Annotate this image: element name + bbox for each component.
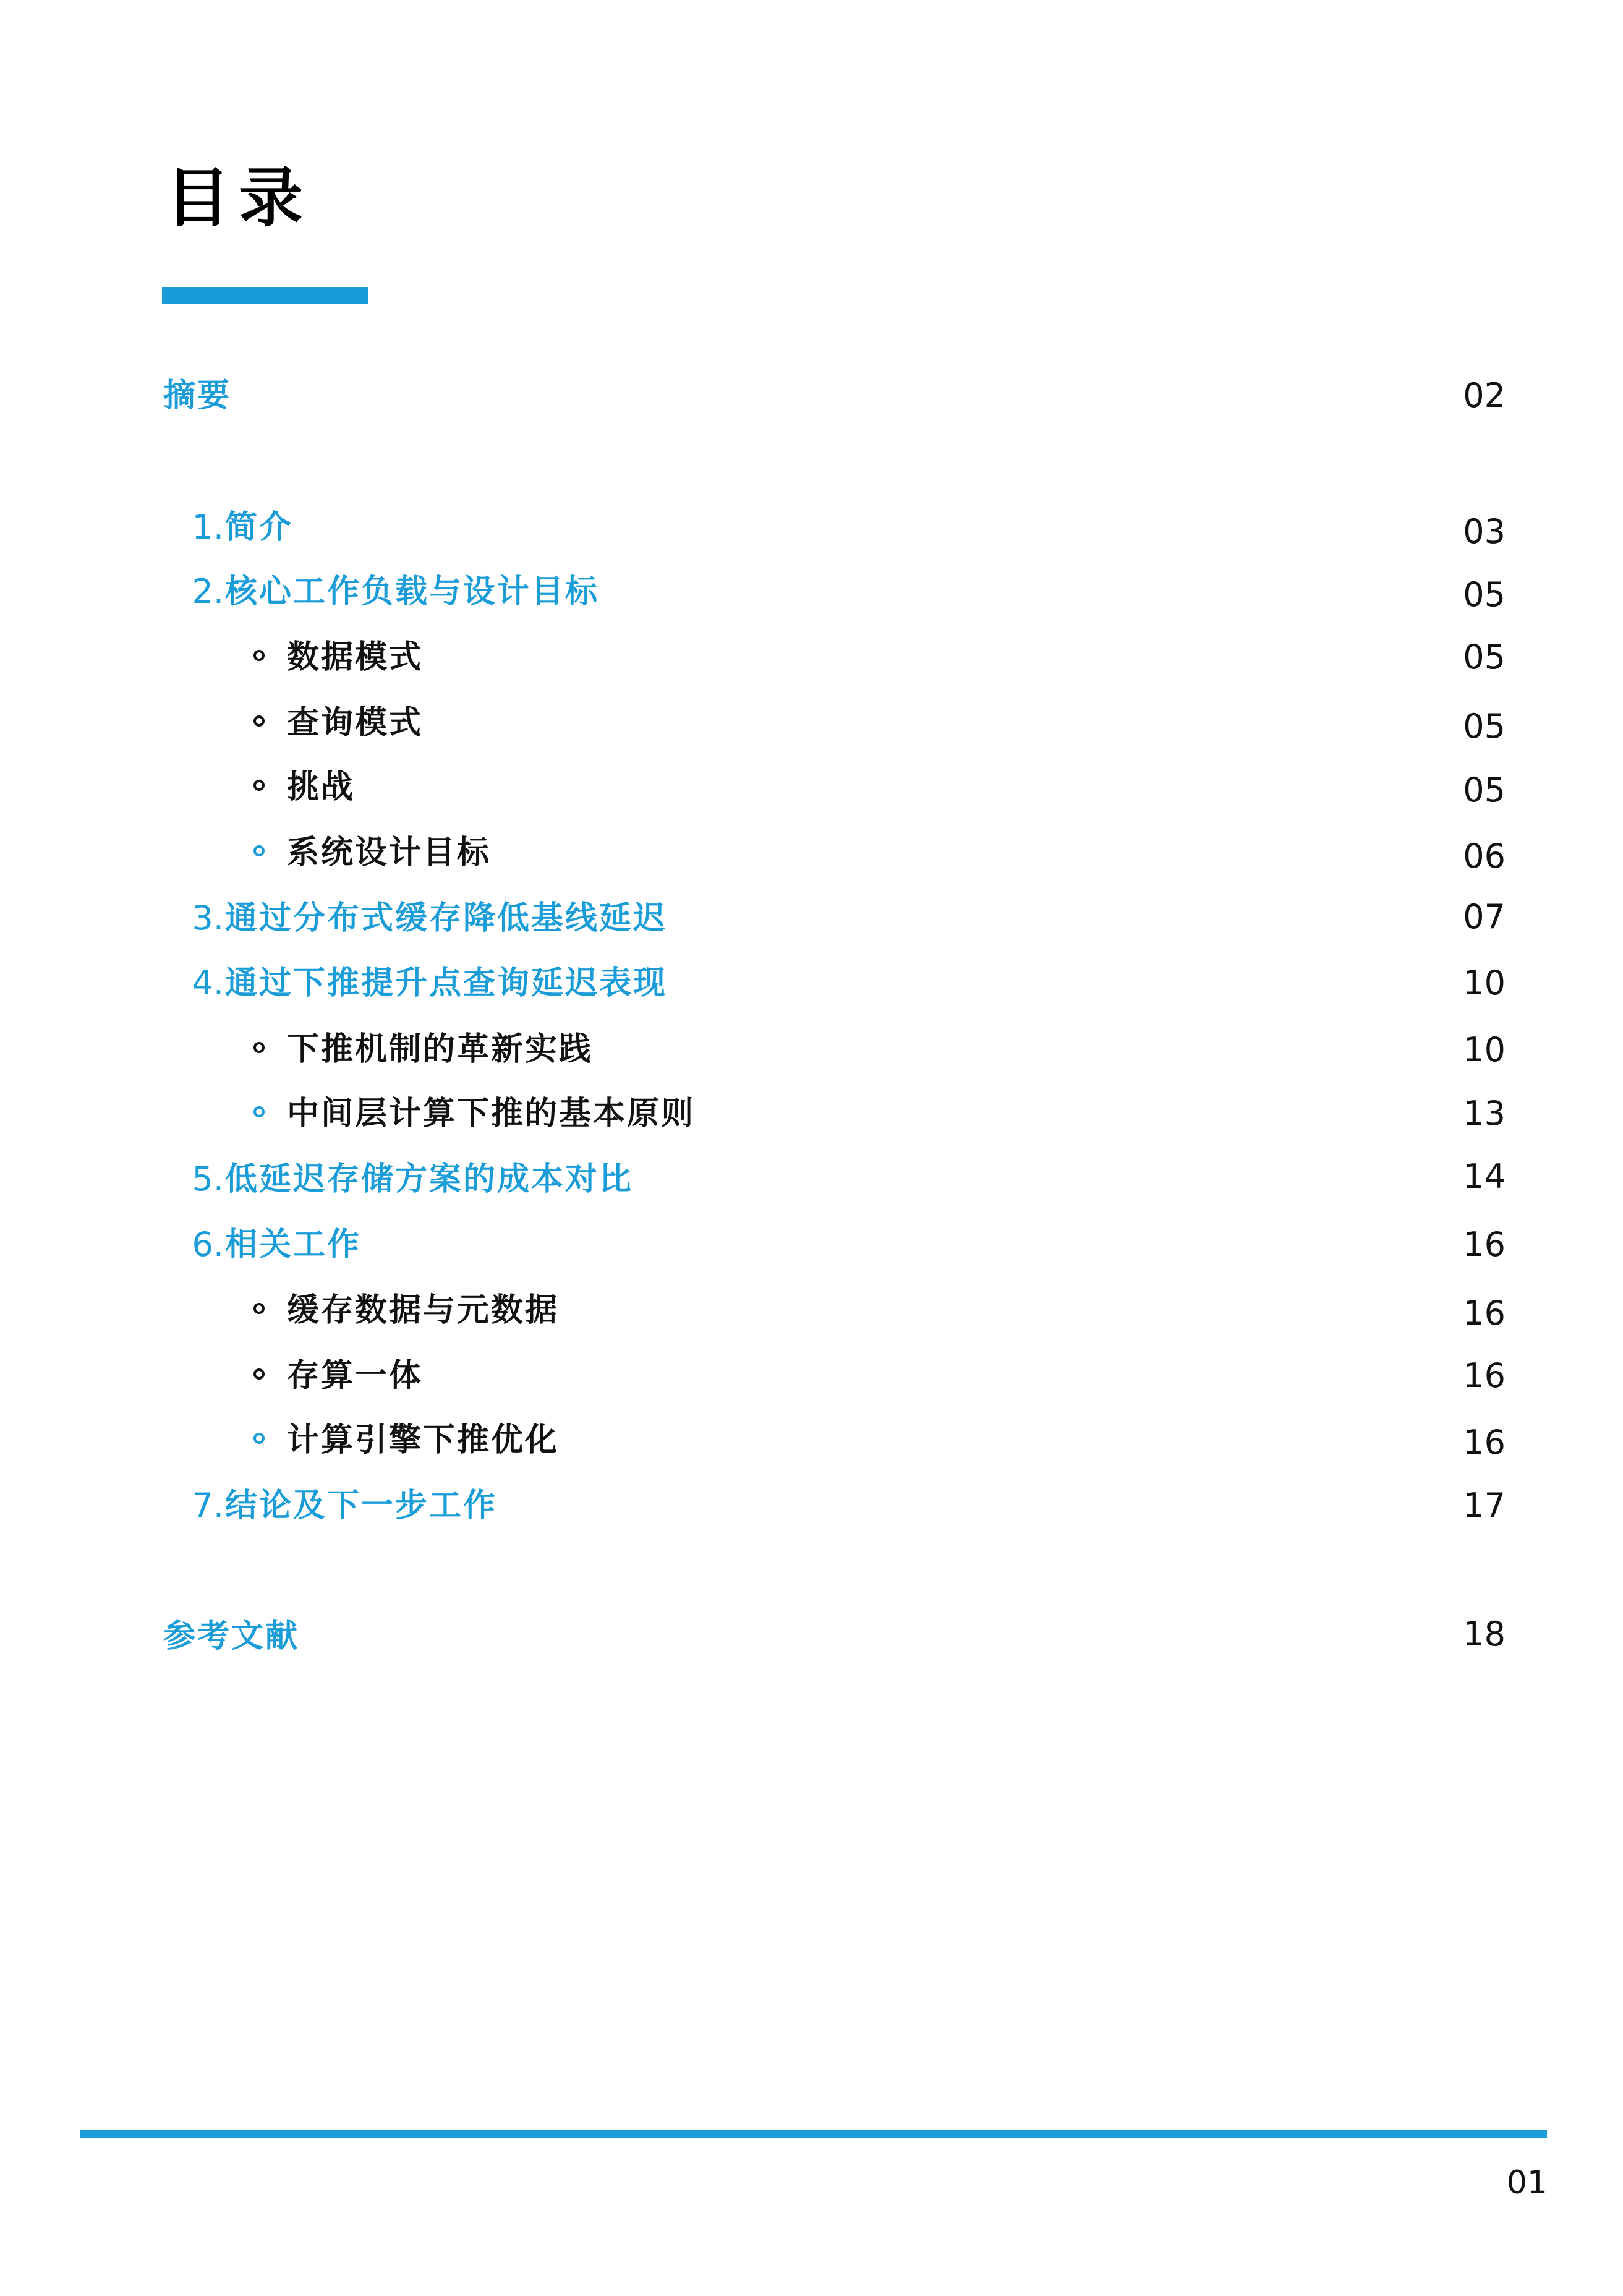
toc-entry-number: 7. bbox=[192, 1486, 224, 1525]
toc-entry[interactable] bbox=[0, 1086, 1623, 1142]
bullet-circle-icon bbox=[253, 1433, 265, 1444]
bullet-circle-icon bbox=[253, 715, 265, 727]
toc-entry-label: 挑战 bbox=[287, 769, 356, 806]
toc-entry-label: 系统设计目标 bbox=[287, 834, 492, 871]
bullet-circle-icon bbox=[253, 1106, 265, 1117]
toc-entry-page: 03 bbox=[1463, 512, 1506, 551]
toc-entry-page: 14 bbox=[1463, 1157, 1506, 1196]
toc-entry-label: 参考文献 bbox=[163, 1618, 300, 1655]
bullet-circle-icon bbox=[253, 1368, 265, 1380]
toc-entry-label: 中间层计算下推的基本原则 bbox=[287, 1095, 696, 1132]
toc-entry[interactable] bbox=[0, 1348, 1623, 1404]
toc-entry-label: 计算引擎下推优化 bbox=[287, 1422, 560, 1459]
bullet-circle-icon bbox=[253, 780, 265, 791]
toc-entry-number: 3. bbox=[192, 898, 224, 937]
toc-entry-number: 1. bbox=[192, 508, 224, 547]
title-underline bbox=[162, 287, 368, 304]
toc-entry-label: 通过分布式缓存降低基线延迟 bbox=[225, 900, 668, 937]
toc-entry-label: 通过下推提升点查询延迟表现 bbox=[225, 965, 668, 1002]
toc-entry-label: 低延迟存储方案的成本对比 bbox=[225, 1161, 634, 1198]
toc-entry-page: 10 bbox=[1463, 963, 1506, 1002]
toc-entry-page: 05 bbox=[1463, 575, 1506, 614]
toc-entry[interactable] bbox=[0, 1217, 1623, 1273]
toc-entry[interactable] bbox=[0, 368, 1623, 424]
toc-entry-page: 07 bbox=[1463, 897, 1506, 936]
toc-entry[interactable] bbox=[0, 564, 1623, 620]
toc-entry[interactable] bbox=[0, 1478, 1623, 1534]
toc-entry-page: 16 bbox=[1463, 1294, 1506, 1333]
toc-entry-page: 06 bbox=[1463, 837, 1506, 876]
toc-entry-label: 下推机制的革新实践 bbox=[287, 1031, 594, 1068]
toc-entry-page: 13 bbox=[1463, 1094, 1506, 1133]
toc-entry[interactable] bbox=[0, 1412, 1623, 1468]
toc-entry-number: 6. bbox=[192, 1225, 224, 1264]
toc-entry-label: 核心工作负载与设计目标 bbox=[225, 573, 600, 610]
toc-entry-page: 18 bbox=[1463, 1615, 1506, 1654]
toc-entry[interactable] bbox=[0, 500, 1623, 555]
toc-entry[interactable] bbox=[0, 890, 1623, 946]
toc-entry[interactable] bbox=[0, 1022, 1623, 1077]
toc-entry-page: 05 bbox=[1463, 638, 1506, 676]
toc-entry-number: 5. bbox=[192, 1159, 224, 1198]
toc-entry-page: 17 bbox=[1463, 1486, 1506, 1525]
toc-entry-label: 简介 bbox=[225, 509, 294, 546]
toc-entry[interactable] bbox=[0, 1151, 1623, 1207]
toc-entry[interactable] bbox=[0, 629, 1623, 685]
toc-entry-number: 4. bbox=[192, 963, 224, 1002]
toc-entry-page: 16 bbox=[1463, 1423, 1506, 1462]
bullet-circle-icon bbox=[253, 650, 265, 661]
toc-entry[interactable] bbox=[0, 825, 1623, 881]
toc-entry-label: 缓存数据与元数据 bbox=[287, 1292, 560, 1329]
toc-entry-label: 查询模式 bbox=[287, 704, 424, 741]
toc-entry[interactable] bbox=[0, 695, 1623, 751]
toc-entry-label: 数据模式 bbox=[287, 639, 424, 676]
page-title: 目录 bbox=[166, 160, 312, 236]
toc-entry-page: 02 bbox=[1463, 376, 1506, 415]
toc-entry-number: 2. bbox=[192, 572, 224, 611]
toc-entry-label: 结论及下一步工作 bbox=[225, 1487, 498, 1524]
toc-entry-page: 10 bbox=[1463, 1030, 1506, 1069]
toc-entry[interactable] bbox=[0, 955, 1623, 1011]
toc-entry-label: 存算一体 bbox=[287, 1357, 424, 1394]
toc-entry[interactable] bbox=[0, 1282, 1623, 1338]
footer-divider bbox=[80, 2130, 1547, 2138]
bullet-circle-icon bbox=[253, 1042, 265, 1053]
toc-entry-label: 相关工作 bbox=[225, 1226, 362, 1263]
footer-page-number: 01 bbox=[1506, 2164, 1548, 2201]
toc-entry[interactable] bbox=[0, 759, 1623, 815]
bullet-circle-icon bbox=[253, 1303, 265, 1314]
toc-entry-page: 16 bbox=[1463, 1356, 1506, 1395]
bullet-circle-icon bbox=[253, 845, 265, 856]
toc-entry-page: 05 bbox=[1463, 707, 1506, 746]
toc-entry-page: 05 bbox=[1463, 770, 1506, 809]
toc-entry-label: 摘要 bbox=[163, 377, 232, 414]
toc-entry-page: 16 bbox=[1463, 1225, 1506, 1264]
toc-entry[interactable] bbox=[0, 1608, 1623, 1664]
